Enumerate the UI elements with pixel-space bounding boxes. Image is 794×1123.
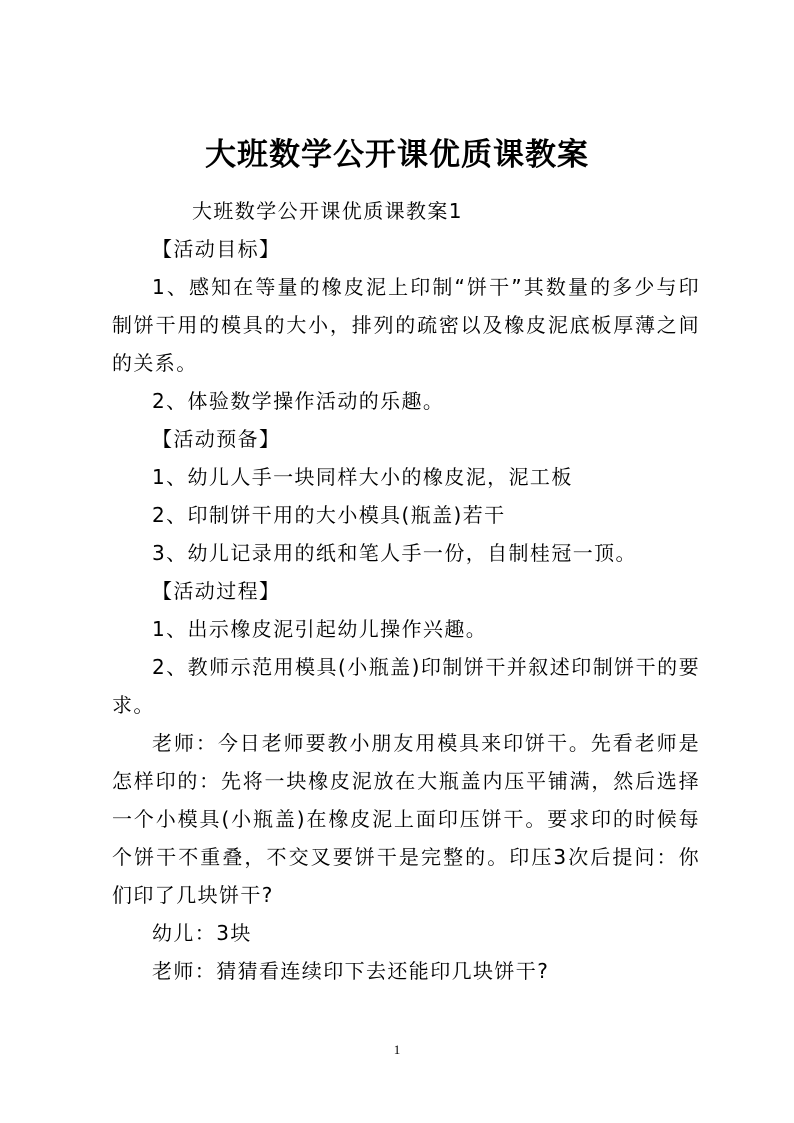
document-body xyxy=(112,192,700,990)
document-title: 大班数学公开课优质课教案 xyxy=(205,137,589,173)
section-heading: 大班数学公开课优质课教案1 xyxy=(192,199,463,223)
heading-activity-preparation: 【活动预备】 xyxy=(152,427,281,451)
paragraph-children-answer: 幼儿：3块 xyxy=(152,921,252,945)
heading-activity-process: 【活动过程】 xyxy=(152,579,281,603)
paragraph-teacher-question: 老师：猜猜看连续印下去还能印几块饼干? xyxy=(152,959,550,983)
page-number: 1 xyxy=(393,1042,401,1057)
paragraph-teacher-instructions: 老师：今日老师要教小朋友用模具来印饼干。先看老师是怎样印的：先将一块橡皮泥放在大瓶盖内压平铺满，然后选择一个小模具(小瓶盖)在橡皮泥上面印压饼干。要求印的时候每个饼干不重叠，不交叉要饼干是完整的。印压3次后提问：你们印了几块饼干? xyxy=(112,731,700,907)
paragraph-prep-3: 3、幼儿记录用的纸和笔人手一份，自制桂冠一顶。 xyxy=(152,541,637,565)
paragraph-prep-1: 1、幼儿人手一块同样大小的橡皮泥，泥工板 xyxy=(152,465,573,489)
paragraph-goal-2: 2、体验数学操作活动的乐趣。 xyxy=(152,389,445,413)
heading-activity-goals: 【活动目标】 xyxy=(152,237,281,261)
paragraph-goal-1: 1、感知在等量的橡皮泥上印制“饼干”其数量的多少与印制饼干用的模具的大小，排列的疏密以及橡皮泥底板厚薄之间的关系。 xyxy=(112,275,700,375)
paragraph-process-2: 2、教师示范用模具(小瓶盖)印制饼干并叙述印制饼干的要求。 xyxy=(112,655,700,717)
paragraph-prep-2: 2、印制饼干用的大小模具(瓶盖)若干 xyxy=(152,503,506,527)
paragraph-process-1: 1、出示橡皮泥引起幼儿操作兴趣。 xyxy=(152,617,488,641)
